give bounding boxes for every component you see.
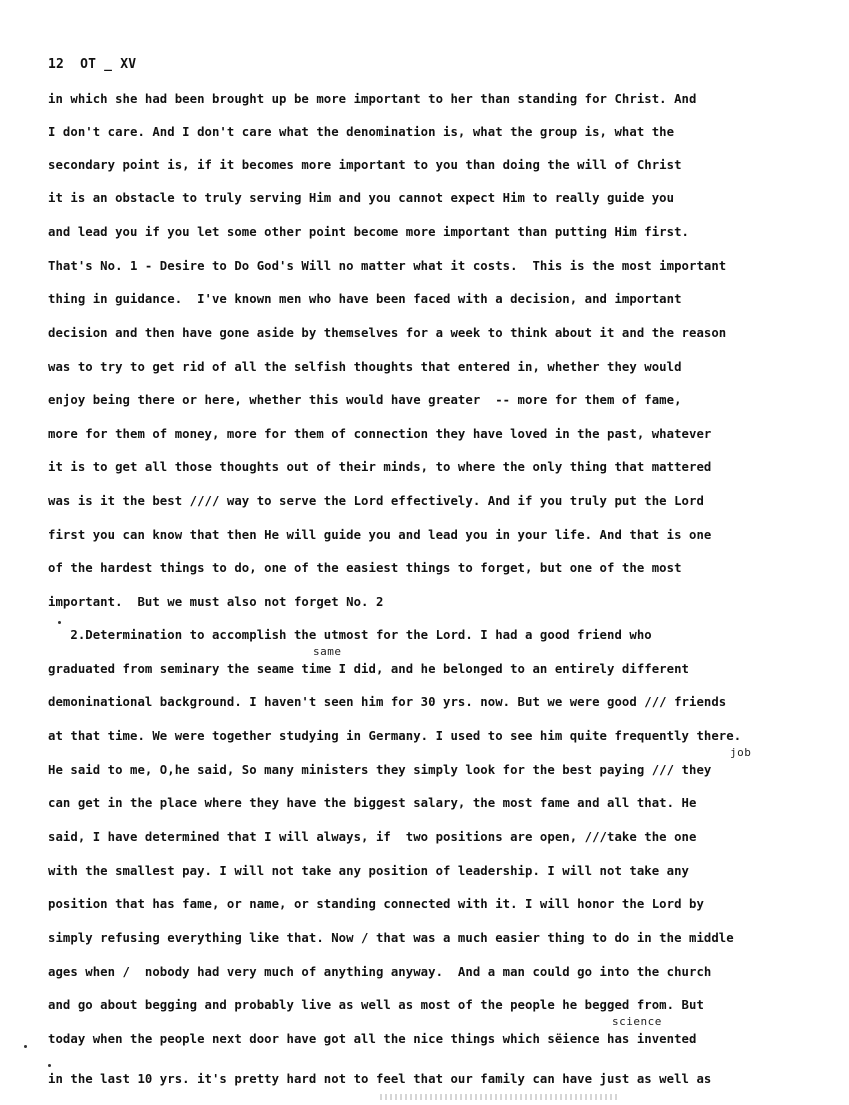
text-line: ages when / nobody had very much of anything anyway. And a man could go into the church (48, 965, 712, 979)
text-line: 2.Determination to accomplish the utmost for the Lord. I had a good friend who (48, 628, 652, 642)
text-line: demoninational background. I haven't seen him for 30 yrs. now. But we were good /// friends (48, 695, 727, 709)
stray-mark (24, 1045, 27, 1048)
text-line: today when the people next door have got all the nice things which sëience has invented (48, 1032, 697, 1046)
text-line: with the smallest pay. I will not take any position of leadership. I will not take any (48, 864, 689, 878)
text-line: was is it the best //// way to serve the Lord effectively. And if you truly put the Lord (48, 494, 704, 508)
handwritten-insertion-job: job (730, 746, 752, 759)
text-line: I don't care. And I don't care what the denomination is, what the group is, what the (48, 125, 675, 139)
text-line: graduated from seminary the seame time I did, and he belonged to an entirely different (48, 662, 689, 676)
text-line: That's No. 1 - Desire to Do God's Will no matter what it costs. This is the most important (48, 259, 727, 273)
text-line: and lead you if you let some other point become more important than putting Him first. (48, 225, 689, 239)
text-line: of the hardest things to do, one of the easiest things to forget, but one of the most (48, 561, 682, 575)
text-line: it is to get all those thoughts out of their minds, to where the only thing that mattered (48, 460, 712, 474)
text-line: simply refusing everything like that. Now / that was a much easier thing to do in the middle (48, 931, 734, 945)
text-line: secondary point is, if it becomes more important to you than doing the will of Christ (48, 158, 682, 172)
handwritten-insertion-same: same (313, 645, 342, 658)
stray-mark (58, 621, 61, 624)
handwritten-insertion-science: science (612, 1015, 662, 1028)
text-line: more for them of money, more for them of connection they have loved in the past, whatever (48, 427, 712, 441)
page-header: 12 OT _ XV (48, 57, 137, 72)
text-line: said, I have determined that I will always, if two positions are open, ///take the one (48, 830, 697, 844)
text-line: in which she had been brought up be more important to her than standing for Christ. And (48, 92, 697, 106)
cut-off-line-fragment (380, 1094, 620, 1100)
text-line: important. But we must also not forget No. 2 (48, 595, 384, 609)
text-line: thing in guidance. I've known men who have been faced with a decision, and important (48, 292, 682, 306)
text-line: in the last 10 yrs. it's pretty hard not to feel that our family can have just as well as (48, 1072, 712, 1086)
text-line: decision and then have gone aside by themselves for a week to think about it and the reason (48, 326, 727, 340)
text-line: He said to me, O,he said, So many ministers they simply look for the best paying /// they (48, 763, 712, 777)
text-line: can get in the place where they have the biggest salary, the most fame and all that. He (48, 796, 697, 810)
text-line: at that time. We were together studying in Germany. I used to see him quite frequently there. (48, 729, 742, 743)
text-line: and go about begging and probably live as well as most of the people he begged from. But (48, 998, 704, 1012)
text-line: first you can know that then He will guide you and lead you in your life. And that is one (48, 528, 712, 542)
text-line: it is an obstacle to truly serving Him and you cannot expect Him to really guide you (48, 191, 675, 205)
stray-mark (48, 1064, 51, 1067)
text-line: was to try to get rid of all the selfish thoughts that entered in, whether they would (48, 360, 682, 374)
text-line: enjoy being there or here, whether this would have greater -- more for them of fame, (48, 393, 682, 407)
text-line: position that has fame, or name, or standing connected with it. I will honor the Lord by (48, 897, 704, 911)
